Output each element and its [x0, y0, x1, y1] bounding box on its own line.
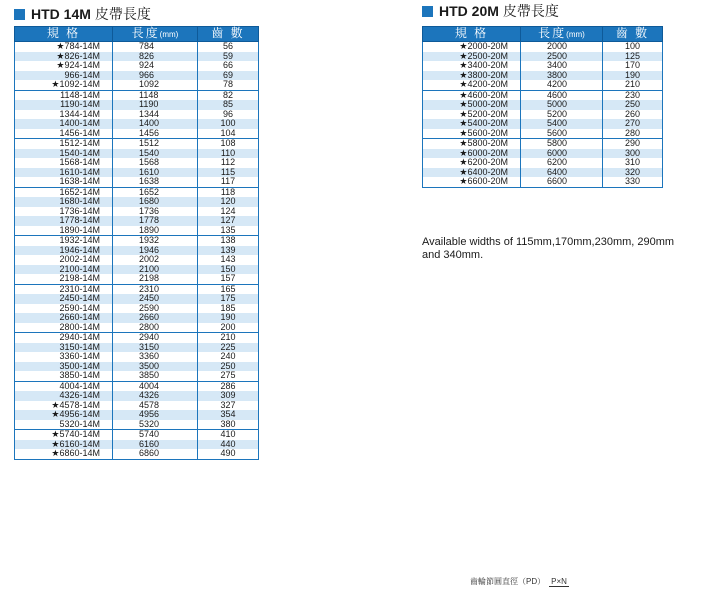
- table-row: [423, 177, 663, 187]
- teeth-cell: 260: [603, 110, 663, 120]
- length-cell: 1512: [113, 139, 198, 149]
- belt-spec-cell: ★5200-20M: [423, 110, 521, 120]
- belt-spec-cell: 1456-14M: [15, 129, 113, 139]
- length-cell: 1540: [113, 149, 198, 159]
- teeth-cell: 157: [198, 274, 259, 284]
- belt-spec-cell: 1638-14M: [15, 177, 113, 187]
- table-row: [15, 100, 259, 110]
- teeth-cell: 138: [198, 236, 259, 246]
- belt-spec-cell: 1610-14M: [15, 168, 113, 178]
- teeth-cell: 56: [198, 42, 259, 52]
- header-teeth: 齒 數: [198, 27, 259, 42]
- length-cell: 1680: [113, 197, 198, 207]
- length-cell: 4200: [521, 80, 603, 90]
- belt-spec-cell: 1190-14M: [15, 100, 113, 110]
- length-cell: 4578: [113, 401, 198, 411]
- teeth-cell: 139: [198, 246, 259, 256]
- length-cell: 2198: [113, 274, 198, 284]
- teeth-cell: 112: [198, 158, 259, 168]
- belt-spec-cell: 2100-14M: [15, 265, 113, 275]
- table-row: [15, 333, 259, 343]
- table-row: [15, 61, 259, 71]
- table-header-row: [423, 27, 663, 42]
- htd14m-title: [14, 4, 151, 24]
- table-row: [15, 139, 259, 149]
- table-row: [15, 371, 259, 381]
- teeth-cell: 100: [198, 119, 259, 129]
- teeth-cell: 124: [198, 207, 259, 217]
- header-spec: 規 格: [15, 27, 113, 42]
- belt-spec-cell: ★4578-14M: [15, 401, 113, 411]
- belt-spec-cell: 3850-14M: [15, 371, 113, 381]
- teeth-cell: 110: [198, 149, 259, 159]
- header-length-label: 長度: [538, 25, 567, 40]
- table-row: [15, 430, 259, 440]
- belt-spec-cell: 2450-14M: [15, 294, 113, 304]
- teeth-cell: 170: [603, 61, 663, 71]
- table-row: [15, 226, 259, 236]
- teeth-cell: 290: [603, 139, 663, 149]
- length-cell: 1568: [113, 158, 198, 168]
- teeth-cell: 310: [603, 158, 663, 168]
- teeth-cell: 225: [198, 343, 259, 353]
- blue-square-icon: [422, 6, 433, 17]
- header-length: [521, 27, 603, 42]
- table-row: [15, 274, 259, 284]
- table-row: [423, 80, 663, 90]
- table-row: [15, 90, 259, 100]
- belt-spec-cell: 2002-14M: [15, 255, 113, 265]
- belt-spec-cell: 1568-14M: [15, 158, 113, 168]
- table-row: [15, 323, 259, 333]
- table-row: [15, 449, 259, 459]
- length-cell: 1092: [113, 80, 198, 90]
- belt-spec-cell: ★6200-20M: [423, 158, 521, 168]
- length-cell: 1652: [113, 187, 198, 197]
- length-cell: 2450: [113, 294, 198, 304]
- length-cell: 1736: [113, 207, 198, 217]
- belt-spec-cell: ★3800-20M: [423, 71, 521, 81]
- belt-spec-cell: 1890-14M: [15, 226, 113, 236]
- length-cell: 6860: [113, 449, 198, 459]
- teeth-cell: 175: [198, 294, 259, 304]
- teeth-cell: 250: [198, 362, 259, 372]
- header-length: [113, 27, 198, 42]
- length-cell: 1456: [113, 129, 198, 139]
- teeth-cell: 143: [198, 255, 259, 265]
- length-cell: 1890: [113, 226, 198, 236]
- belt-spec-cell: 2800-14M: [15, 323, 113, 333]
- table-header-row: [15, 27, 259, 42]
- belt-spec-cell: 1736-14M: [15, 207, 113, 217]
- table-row: [15, 42, 259, 52]
- belt-spec-cell: ★6600-20M: [423, 177, 521, 187]
- teeth-cell: 150: [198, 265, 259, 275]
- length-cell: 1946: [113, 246, 198, 256]
- length-cell: 5320: [113, 420, 198, 430]
- length-cell: 4600: [521, 90, 603, 100]
- length-cell: 1190: [113, 100, 198, 110]
- teeth-cell: 85: [198, 100, 259, 110]
- length-cell: 3800: [521, 71, 603, 81]
- length-cell: 2000: [521, 42, 603, 52]
- belt-spec-cell: 1512-14M: [15, 139, 113, 149]
- length-cell: 1400: [113, 119, 198, 129]
- htd14m-length-table: [14, 26, 259, 460]
- belt-spec-cell: 1932-14M: [15, 236, 113, 246]
- length-cell: 6200: [521, 158, 603, 168]
- teeth-cell: 66: [198, 61, 259, 71]
- htd20m-title-latin: HTD 20M: [439, 3, 499, 19]
- length-cell: 2100: [113, 265, 198, 275]
- belt-spec-cell: 1946-14M: [15, 246, 113, 256]
- length-cell: 6400: [521, 168, 603, 178]
- length-cell: 3500: [113, 362, 198, 372]
- belt-spec-cell: ★5740-14M: [15, 430, 113, 440]
- header-teeth: 齒 數: [603, 27, 663, 42]
- length-cell: 5740: [113, 430, 198, 440]
- htd14m-title-cjk: 皮帶長度: [94, 6, 151, 22]
- teeth-cell: 108: [198, 139, 259, 149]
- belt-spec-cell: 2660-14M: [15, 313, 113, 323]
- length-cell: 1148: [113, 90, 198, 100]
- teeth-cell: 78: [198, 80, 259, 90]
- teeth-cell: 117: [198, 177, 259, 187]
- header-length-unit: (mm): [566, 29, 585, 39]
- htd20m-length-table: [422, 26, 663, 188]
- belt-spec-cell: 1652-14M: [15, 187, 113, 197]
- belt-spec-cell: 1344-14M: [15, 110, 113, 120]
- belt-spec-cell: ★784-14M: [15, 42, 113, 52]
- length-cell: 5600: [521, 129, 603, 139]
- teeth-cell: 190: [603, 71, 663, 81]
- htd14m-table-body: [15, 42, 259, 460]
- belt-spec-cell: 4004-14M: [15, 381, 113, 391]
- length-cell: 5200: [521, 110, 603, 120]
- belt-spec-cell: 2198-14M: [15, 274, 113, 284]
- teeth-cell: 200: [198, 323, 259, 333]
- belt-spec-cell: ★4600-20M: [423, 90, 521, 100]
- teeth-cell: 69: [198, 71, 259, 81]
- htd20m-table-body: [423, 42, 663, 188]
- table-row: [15, 52, 259, 62]
- teeth-cell: 165: [198, 284, 259, 294]
- teeth-cell: 82: [198, 90, 259, 100]
- belt-spec-cell: 1540-14M: [15, 149, 113, 159]
- formula-numerator: P×N: [551, 577, 567, 586]
- belt-spec-cell: ★4956-14M: [15, 410, 113, 420]
- belt-spec-cell: ★5000-20M: [423, 100, 521, 110]
- length-cell: 5000: [521, 100, 603, 110]
- teeth-cell: 490: [198, 449, 259, 459]
- belt-spec-cell: ★4200-20M: [423, 80, 521, 90]
- teeth-cell: 100: [603, 42, 663, 52]
- teeth-cell: 354: [198, 410, 259, 420]
- belt-spec-cell: ★3400-20M: [423, 61, 521, 71]
- table-row: [423, 129, 663, 139]
- teeth-cell: 280: [603, 129, 663, 139]
- belt-spec-cell: 3360-14M: [15, 352, 113, 362]
- teeth-cell: 125: [603, 52, 663, 62]
- belt-spec-cell: 2590-14M: [15, 304, 113, 314]
- teeth-cell: 270: [603, 119, 663, 129]
- length-cell: 5800: [521, 139, 603, 149]
- header-spec: 規 格: [423, 27, 521, 42]
- length-cell: 2660: [113, 313, 198, 323]
- teeth-cell: 230: [603, 90, 663, 100]
- length-cell: 4326: [113, 391, 198, 401]
- belt-spec-cell: 5320-14M: [15, 420, 113, 430]
- blue-square-icon: [14, 9, 25, 20]
- teeth-cell: 96: [198, 110, 259, 120]
- teeth-cell: 104: [198, 129, 259, 139]
- length-cell: 1932: [113, 236, 198, 246]
- belt-spec-cell: ★2500-20M: [423, 52, 521, 62]
- teeth-cell: 210: [603, 80, 663, 90]
- teeth-cell: 286: [198, 381, 259, 391]
- belt-spec-cell: ★5400-20M: [423, 119, 521, 129]
- length-cell: 3850: [113, 371, 198, 381]
- belt-spec-cell: 1400-14M: [15, 119, 113, 129]
- length-cell: 784: [113, 42, 198, 52]
- length-cell: 3150: [113, 343, 198, 353]
- teeth-cell: 410: [198, 430, 259, 440]
- length-cell: 6600: [521, 177, 603, 187]
- table-row: [15, 420, 259, 430]
- header-length-unit: (mm): [159, 29, 179, 39]
- teeth-cell: 380: [198, 420, 259, 430]
- teeth-cell: 240: [198, 352, 259, 362]
- htd20m-title: [422, 1, 559, 21]
- belt-spec-cell: ★6860-14M: [15, 449, 113, 459]
- belt-spec-cell: ★924-14M: [15, 61, 113, 71]
- teeth-cell: 309: [198, 391, 259, 401]
- belt-spec-cell: 1680-14M: [15, 197, 113, 207]
- teeth-cell: 135: [198, 226, 259, 236]
- teeth-cell: 120: [198, 197, 259, 207]
- belt-spec-cell: ★6160-14M: [15, 440, 113, 450]
- teeth-cell: 320: [603, 168, 663, 178]
- available-widths-note: Available widths of 115mm,170mm,230mm, 290mm and 340mm.: [422, 236, 675, 261]
- teeth-cell: 250: [603, 100, 663, 110]
- length-cell: 966: [113, 71, 198, 81]
- htd14m-title-latin: HTD 14M: [31, 6, 91, 22]
- length-cell: 2800: [113, 323, 198, 333]
- length-cell: 2002: [113, 255, 198, 265]
- teeth-cell: 210: [198, 333, 259, 343]
- teeth-cell: 275: [198, 371, 259, 381]
- length-cell: 6160: [113, 440, 198, 450]
- teeth-cell: 300: [603, 149, 663, 159]
- table-row: [15, 236, 259, 246]
- belt-spec-cell: ★6400-20M: [423, 168, 521, 178]
- length-cell: 924: [113, 61, 198, 71]
- belt-spec-cell: ★826-14M: [15, 52, 113, 62]
- table-row: [423, 139, 663, 149]
- length-cell: 2590: [113, 304, 198, 314]
- length-cell: 6000: [521, 149, 603, 159]
- teeth-cell: 440: [198, 440, 259, 450]
- belt-spec-cell: ★2000-20M: [423, 42, 521, 52]
- belt-spec-cell: 1778-14M: [15, 216, 113, 226]
- length-cell: 1344: [113, 110, 198, 120]
- belt-spec-cell: 2940-14M: [15, 333, 113, 343]
- teeth-cell: 190: [198, 313, 259, 323]
- teeth-cell: 118: [198, 187, 259, 197]
- table-row: [423, 42, 663, 52]
- belt-spec-cell: 3500-14M: [15, 362, 113, 372]
- belt-spec-cell: 1148-14M: [15, 90, 113, 100]
- teeth-cell: 115: [198, 168, 259, 178]
- belt-spec-cell: 3150-14M: [15, 343, 113, 353]
- belt-spec-cell: ★5800-20M: [423, 139, 521, 149]
- table-row: [15, 80, 259, 90]
- belt-spec-cell: 4326-14M: [15, 391, 113, 401]
- length-cell: 1638: [113, 177, 198, 187]
- pitch-diameter-formula: [470, 576, 569, 587]
- length-cell: 4004: [113, 381, 198, 391]
- belt-spec-cell: ★5600-20M: [423, 129, 521, 139]
- length-cell: 4956: [113, 410, 198, 420]
- teeth-cell: 327: [198, 401, 259, 411]
- teeth-cell: 185: [198, 304, 259, 314]
- length-cell: 2500: [521, 52, 603, 62]
- length-cell: 826: [113, 52, 198, 62]
- belt-spec-cell: ★1092-14M: [15, 80, 113, 90]
- length-cell: 3360: [113, 352, 198, 362]
- length-cell: 2940: [113, 333, 198, 343]
- length-cell: 3400: [521, 61, 603, 71]
- length-cell: 2310: [113, 284, 198, 294]
- teeth-cell: 127: [198, 216, 259, 226]
- length-cell: 5400: [521, 119, 603, 129]
- belt-spec-cell: 966-14M: [15, 71, 113, 81]
- length-cell: 1778: [113, 216, 198, 226]
- header-length-label: 長度: [131, 25, 160, 40]
- length-cell: 1610: [113, 168, 198, 178]
- teeth-cell: 59: [198, 52, 259, 62]
- belt-spec-cell: ★6000-20M: [423, 149, 521, 159]
- teeth-cell: 330: [603, 177, 663, 187]
- table-row: [15, 129, 259, 139]
- formula-label: 齒輪節圓直徑（PD）: [470, 577, 546, 586]
- table-row: [15, 177, 259, 187]
- htd20m-title-cjk: 皮帶長度: [502, 3, 559, 19]
- belt-spec-cell: 2310-14M: [15, 284, 113, 294]
